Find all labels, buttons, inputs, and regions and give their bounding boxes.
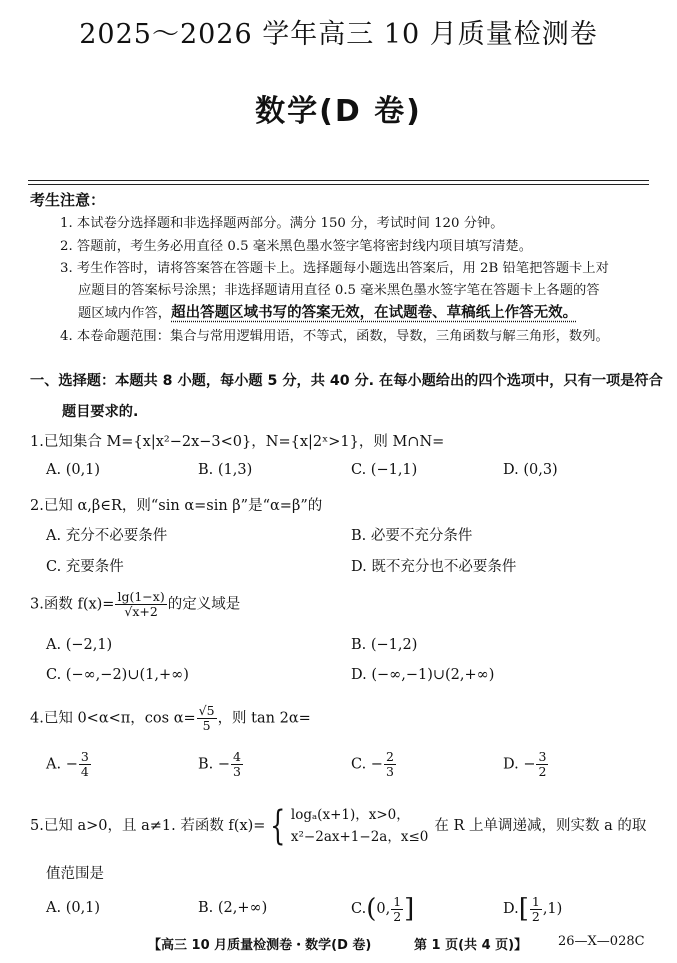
notice-item-1: 1. 本试卷分选择题和非选择题两部分。满分 150 分，考试时间 120 分钟。 xyxy=(60,216,504,231)
fraction-denominator: 3 xyxy=(233,763,241,779)
q4-option-a xyxy=(46,750,92,779)
q5-option-d xyxy=(503,894,562,924)
q1-option-c: C. (−1,1) xyxy=(351,462,418,478)
subject-title: 数学(D 卷) xyxy=(255,94,422,129)
section-heading: 一、选择题：本题共 8 小题，每小题 5 分，共 40 分. 在每小题给出的四个选项中，只有一项是符合 xyxy=(30,373,663,389)
question-stem-prefix: 函数 f(x)= xyxy=(43,596,115,613)
notice-item-3-line-2: 应题目的答案标号涂黑；非选择题请用直径 0.5 毫米黑色墨水签字笔在答题卡上各题的答 xyxy=(78,283,600,298)
question-1 xyxy=(30,430,444,451)
q3-option-d: D. (−∞,−1)∪(2,+∞) xyxy=(351,667,495,683)
notice-item-3-line-1: 3. 考生作答时，请将答案答在答题卡上。选择题每小题选出答案后，用 2B 铅笔把答题卡上对 xyxy=(60,261,609,276)
fraction-numerator: √5 xyxy=(198,703,215,718)
question-2 xyxy=(30,494,322,515)
question-number: 5. xyxy=(30,818,44,834)
fraction-denominator: 4 xyxy=(80,763,89,779)
fraction-numerator: 1 xyxy=(531,893,540,909)
q5-option-b: B. (2,+∞) xyxy=(198,900,268,916)
case-2: x²−2ax+1−2a，x≤0 xyxy=(290,829,429,845)
q1-option-a: A. (0,1) xyxy=(46,462,101,478)
fraction-denominator: 2 xyxy=(531,908,540,924)
fraction xyxy=(231,750,243,779)
question-stem-prefix: 已知 a>0，且 a≠1. 若函数 f(x)= xyxy=(43,818,266,834)
q1-option-b: B. (1,3) xyxy=(198,462,253,478)
q3-option-b: B. (−1,2) xyxy=(351,637,418,653)
notice-item-3-plain: 题区域内作答， xyxy=(78,306,172,321)
question-stem-suffix: 在 R 上单调递减，则实数 a 的取 xyxy=(434,818,647,834)
left-bracket: [ xyxy=(518,894,529,924)
footer-page-number: 第 1 页(共 4 页)】 xyxy=(414,938,528,953)
q4-option-d xyxy=(503,750,549,779)
question-stem: 已知 α,β∈R，则“sin α=sin β”是“α=β”的 xyxy=(43,498,323,514)
footer-code: 26—X—028C xyxy=(558,934,645,949)
question-number: 2. xyxy=(30,498,44,514)
q4-option-b xyxy=(198,750,244,779)
notice-item-3-emphasis: 超出答题区域书写的答案无效，在试题卷、草稿纸上作答无效。 xyxy=(171,305,578,321)
notice-heading: 考生注意： xyxy=(30,191,106,209)
fraction-numerator: 3 xyxy=(80,749,89,764)
fraction xyxy=(197,704,217,733)
fraction-numerator: 2 xyxy=(385,749,394,764)
footer-title: 【高三 10 月质量检测卷・数学(D 卷) xyxy=(148,938,372,953)
option-label: A. − xyxy=(46,756,78,773)
section-heading-cont: 题目要求的. xyxy=(62,404,139,420)
interval-left: 0, xyxy=(376,901,391,917)
q2-option-c: C. 充要条件 xyxy=(46,559,124,575)
option-label: D. − xyxy=(503,756,536,773)
question-number: 4. xyxy=(30,710,44,727)
question-number: 3. xyxy=(30,596,44,613)
fraction-numerator: 1 xyxy=(393,893,402,909)
question-5-cont: 值范围是 xyxy=(46,866,104,882)
fraction xyxy=(115,590,166,619)
question-stem-suffix: 的定义域是 xyxy=(167,596,241,613)
fraction xyxy=(536,750,548,779)
left-paren: ( xyxy=(366,894,377,924)
question-3 xyxy=(30,590,240,619)
fraction-denominator: √x+2 xyxy=(124,603,158,619)
fraction xyxy=(391,895,403,924)
q2-option-d: D. 既不充分也不必要条件 xyxy=(351,559,517,575)
q3-option-a: A. (−2,1) xyxy=(46,637,113,653)
fraction-numerator: lg(1−x) xyxy=(117,589,165,604)
question-number: 1. xyxy=(30,434,44,450)
piecewise-cases xyxy=(291,804,428,848)
option-label: C. − xyxy=(351,756,383,773)
notice-item-3-line-3 xyxy=(78,301,577,322)
fraction-denominator: 3 xyxy=(385,763,394,779)
notice-item-2: 2. 答题前，考生务必用直径 0.5 毫米黑色墨水签字笔将密封线内项目填写清楚。 xyxy=(60,239,533,254)
notice-item-4: 4. 本卷命题范围：集合与常用逻辑用语，不等式，函数，导数，三角函数与解三角形，数列。 xyxy=(60,329,609,344)
exam-title: 2025～2026 学年高三 10 月质量检测卷 xyxy=(79,19,598,50)
q5-option-a: A. (0,1) xyxy=(46,900,101,916)
question-stem-suffix: ，则 tan 2α= xyxy=(217,710,311,727)
question-4 xyxy=(30,704,311,733)
question-stem-prefix: 已知 0<α<π，cos α= xyxy=(43,710,196,727)
fraction-denominator: 2 xyxy=(393,908,402,924)
q2-option-b: B. 必要不充分条件 xyxy=(351,528,473,544)
fraction xyxy=(530,895,542,924)
interval-right: ,1) xyxy=(542,901,563,917)
fraction-numerator: 3 xyxy=(538,749,547,764)
right-bracket: ] xyxy=(404,894,415,924)
option-label: C. xyxy=(351,901,367,917)
top-rule-2 xyxy=(28,184,649,185)
q2-option-a: A. 充分不必要条件 xyxy=(46,528,168,544)
fraction xyxy=(79,750,91,779)
question-stem: 已知集合 M={x|x²−2x−3<0}，N={x|2ˣ>1}，则 M∩N= xyxy=(43,434,445,450)
fraction-numerator: 4 xyxy=(233,749,241,764)
fraction-denominator: 2 xyxy=(538,763,547,779)
case-1: logₐ(x+1)，x>0， xyxy=(290,807,410,823)
left-brace: { xyxy=(270,803,286,849)
q4-option-c xyxy=(351,750,397,779)
option-label: B. − xyxy=(198,756,231,773)
q3-option-c: C. (−∞,−2)∪(1,+∞) xyxy=(46,667,189,683)
q5-option-c xyxy=(351,894,414,924)
fraction-denominator: 5 xyxy=(202,717,211,733)
q1-option-d: D. (0,3) xyxy=(503,462,558,478)
question-5 xyxy=(30,804,646,848)
fraction xyxy=(384,750,396,779)
top-rule xyxy=(28,180,649,181)
option-label: D. xyxy=(503,901,519,917)
